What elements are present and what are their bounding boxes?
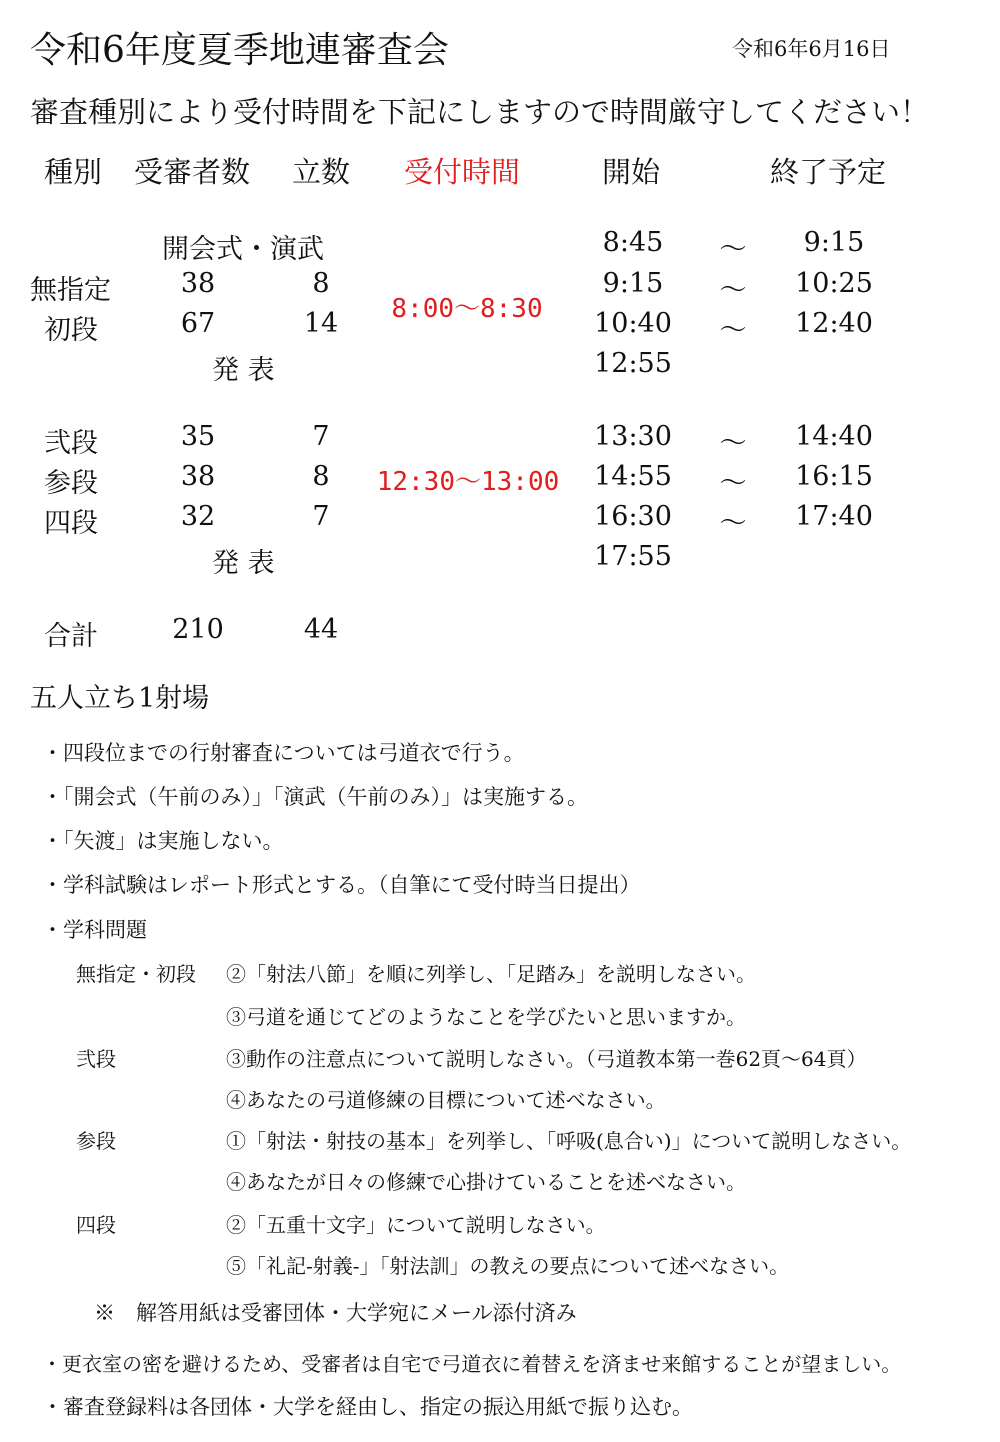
header-start: 開始 [602,155,661,189]
row-start: 16:30 [594,501,672,532]
row-category: 弐段 [44,428,98,459]
row-tachi: 7 [312,421,330,452]
row-examinees: 32 [180,501,216,532]
row-tachi: 14 [303,308,339,339]
row-tachi: 7 [312,501,330,532]
row-end: 16:15 [795,461,873,492]
row-start: 10:40 [594,308,672,339]
question-item: ⑤「礼記-射義-」「射法訓」の教えの要点について述べなさい。 [226,1254,790,1278]
row-examinees: 38 [180,268,216,299]
header-end: 終了予定 [770,155,887,189]
row-end: 12:40 [795,308,873,339]
row-category: 参段 [44,468,98,499]
question-item: ②「五重十文字」について説明しなさい。 [226,1213,606,1237]
note-item: ・審査登録料は各団体・大学を経由し、指定の振込用紙で振り込む。 [42,1395,693,1419]
question-item: ③動作の注意点について説明しなさい。（弓道教本第一巻62頁〜64頁） [226,1047,867,1071]
note-item: ・四段位までの行射審査については弓道衣で行う。 [42,741,525,765]
row-start: 13:30 [594,421,672,452]
header-examinees: 受審者数 [134,155,251,189]
row-category: 四段 [44,508,98,539]
question-item: ④あなたが日々の修練で心掛けていることを述べなさい。 [226,1170,746,1194]
row-tilde: 〜 [719,508,747,539]
ceremony-start: 8:45 [602,227,664,258]
note-item: ・「矢渡」は実施しない。 [42,829,284,853]
ceremony-label: 開会式・演武 [162,234,324,265]
note-item: ・更衣室の密を避けるため、受審者は自宅で弓道衣に着替えを済ませ来館することが望ましい。 [42,1352,902,1376]
question-item: ③弓道を通じてどのようなことを学びたいと思いますか。 [226,1005,746,1029]
format-label: 五人立ち1射場 [30,683,210,714]
announcement-time: 12:55 [594,348,672,379]
row-examinees: 35 [180,421,216,452]
question-item: ②「射法八節」を順に列挙し、「足踏み」を説明しなさい。 [226,962,756,986]
answer-sheet-note: ※ 解答用紙は受審団体・大学宛にメール添付済み [94,1301,577,1325]
question-level: 無指定・初段 [76,962,196,986]
ceremony-tilde: 〜 [719,234,747,265]
row-category: 無指定 [30,275,111,306]
row-tilde: 〜 [719,275,747,306]
afternoon-reception-time: 12:30〜13:00 [376,467,560,497]
row-end: 14:40 [795,421,873,452]
question-level: 四段 [76,1213,116,1237]
note-item: ・学科試験はレポート形式とする。（自筆にて受付時当日提出） [42,873,641,897]
total-tachi: 44 [303,614,339,645]
page-title: 令和6年度夏季地連審査会 [30,30,449,71]
row-tilde: 〜 [719,428,747,459]
announcement-time: 17:55 [594,541,672,572]
header-category: 種別 [44,155,103,189]
question-level: 参段 [76,1129,116,1153]
row-examinees: 67 [180,308,216,339]
question-item: ④あなたの弓道修練の目標について述べなさい。 [226,1088,666,1112]
row-start: 14:55 [594,461,672,492]
question-item: ①「射法・射技の基本」を列挙し、「呼吸(息合い)」について説明しなさい。 [226,1129,912,1153]
subtitle: 審査種別により受付時間を下記にしますので時間厳守してください！ [30,95,930,129]
row-end: 17:40 [795,501,873,532]
header-tachi: 立数 [292,155,351,189]
row-tachi: 8 [312,461,330,492]
row-tilde: 〜 [719,315,747,346]
row-tachi: 8 [312,268,330,299]
document-date: 令和6年6月16日 [732,37,891,61]
header-reception: 受付時間 [404,155,521,189]
row-examinees: 38 [180,461,216,492]
total-label: 合計 [44,621,98,652]
row-end: 10:25 [795,268,873,299]
announcement-label: 発 表 [212,548,275,579]
note-item: ・「開会式（午前のみ）」「演武（午前のみ）」は実施する。 [42,785,588,809]
row-tilde: 〜 [719,468,747,499]
announcement-label: 発 表 [212,355,275,386]
morning-reception-time: 8:00〜8:30 [391,294,543,324]
ceremony-end: 9:15 [803,227,865,258]
row-start: 9:15 [602,268,664,299]
total-examinees: 210 [172,614,224,645]
row-category: 初段 [44,315,98,346]
question-level: 弐段 [76,1047,116,1071]
note-item: ・学科問題 [42,918,147,942]
